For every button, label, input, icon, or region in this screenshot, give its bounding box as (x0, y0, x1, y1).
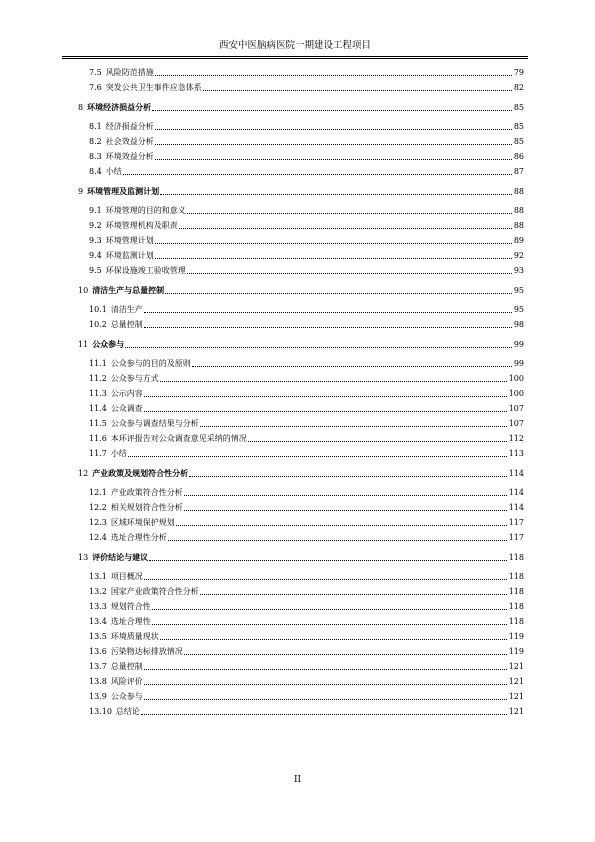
toc-entry-page: 114 (508, 503, 524, 512)
toc-subsection-entry[interactable] (78, 63, 524, 78)
toc-entry-number: 13.8 (89, 677, 107, 686)
toc-entry-title: 产业政策及规划符合性分析 (92, 469, 189, 478)
toc-dot-leader (144, 684, 507, 685)
toc-entry-page: 85 (513, 103, 524, 112)
toc-entry-number: 12.4 (89, 533, 107, 542)
toc-entry-title: 总量控制 (110, 320, 143, 329)
toc-subsection-entry[interactable] (78, 612, 524, 627)
toc-subsection-entry[interactable] (78, 354, 524, 369)
toc-entry-title: 规划符合性 (110, 602, 151, 611)
toc-subsection-entry[interactable] (78, 597, 524, 612)
header-rule-thin (62, 58, 528, 59)
toc-subsection-entry[interactable] (78, 687, 524, 702)
toc-subsection-entry[interactable] (78, 702, 524, 717)
toc-entry-page: 88 (513, 221, 524, 230)
toc-entry-title: 小结 (105, 167, 122, 176)
toc-entry-title: 项目概况 (110, 572, 143, 581)
toc-dot-leader (189, 476, 507, 477)
toc-entry-title: 评价结论与建议 (92, 553, 149, 562)
toc-entry-title: 公众参与调查结果与分析 (110, 419, 199, 428)
toc-entry-number: 13 (78, 553, 89, 562)
running-header: 西安中医脑病医院一期建设工程项目 (218, 40, 371, 51)
toc-entry-title: 环境经济损益分析 (87, 103, 152, 112)
toc-entry-number: 11.6 (89, 434, 107, 443)
toc-entry-title: 环境监测计划 (105, 251, 154, 260)
toc-dot-leader (128, 456, 507, 457)
toc-entry-page: 89 (513, 236, 524, 245)
toc-entry-page: 121 (508, 677, 524, 686)
toc-entry-number: 8.2 (89, 137, 102, 146)
toc-entry-title: 总结论 (115, 707, 140, 716)
toc-entry-title: 公众参与 (110, 692, 143, 701)
toc-entry-number: 7.5 (89, 68, 102, 77)
toc-entry-title: 污染物达标排放情况 (110, 647, 183, 656)
toc-entry-title: 环境管理及监测计划 (87, 187, 160, 196)
toc-entry-page: 112 (508, 434, 524, 443)
toc-entry-title: 国家产业政策符合性分析 (110, 587, 199, 596)
toc-entry-title: 清洁生产与总量控制 (92, 286, 165, 295)
toc-entry-number: 9.2 (89, 221, 102, 230)
toc-subsection-entry[interactable] (78, 657, 524, 672)
toc-entry-page: 93 (513, 266, 524, 275)
toc-entry-number: 8.3 (89, 152, 102, 161)
toc-section-entry[interactable] (78, 335, 524, 350)
toc-entry-number: 10 (78, 286, 89, 295)
toc-entry-number: 9 (78, 187, 84, 196)
toc-entry-number: 13.6 (89, 647, 107, 656)
toc-entry-number: 8.1 (89, 122, 102, 131)
toc-dot-leader (144, 327, 512, 328)
toc-subsection-entry[interactable] (78, 162, 524, 177)
toc-entry-page: 87 (513, 167, 524, 176)
toc-dot-leader (155, 258, 512, 259)
toc-dot-leader (155, 144, 512, 145)
toc-entry-number: 13.9 (89, 692, 107, 701)
toc-dot-leader (155, 159, 512, 160)
toc-dot-leader (248, 441, 507, 442)
toc-dot-leader (179, 228, 512, 229)
toc-subsection-entry[interactable] (78, 384, 524, 399)
toc-entry-page: 121 (508, 662, 524, 671)
toc-entry-page: 121 (508, 707, 524, 716)
toc-subsection-entry[interactable] (78, 300, 524, 315)
toc-entry-title: 经济损益分析 (105, 122, 154, 131)
toc-entry-number: 7.6 (89, 83, 102, 92)
toc-entry-title: 选址合理性 (110, 617, 151, 626)
toc-entry-number: 13.5 (89, 632, 107, 641)
toc-entry-page: 118 (508, 602, 524, 611)
toc-dot-leader (144, 579, 507, 580)
toc-entry-number: 13.7 (89, 662, 107, 671)
toc-entry-title: 公示内容 (110, 389, 143, 398)
toc-entry-page: 86 (513, 152, 524, 161)
toc-entry-page: 82 (513, 83, 524, 92)
toc-entry-number: 9.5 (89, 266, 102, 275)
toc-entry-title: 风险评价 (110, 677, 143, 686)
toc-entry-title: 本环评报告对公众调查意见采纳的情况 (110, 434, 247, 443)
toc-entry-title: 公众参与的目的及原则 (110, 359, 191, 368)
toc-entry-title: 环境管理计划 (105, 236, 154, 245)
toc-dot-leader (184, 654, 507, 655)
toc-subsection-entry[interactable] (78, 528, 524, 543)
toc-entry-title: 产业政策符合性分析 (110, 488, 183, 497)
toc-dot-leader (144, 312, 512, 313)
toc-entry-number: 13.3 (89, 602, 107, 611)
toc-subsection-entry[interactable] (78, 132, 524, 147)
toc-entry-page: 119 (508, 647, 524, 656)
toc-entry-page: 85 (513, 137, 524, 146)
toc-dot-leader (125, 347, 512, 348)
toc-entry-title: 环境质量现状 (110, 632, 159, 641)
toc-entry-number: 11.1 (89, 359, 107, 368)
toc-entry-page: 114 (508, 469, 524, 478)
toc-dot-leader (168, 540, 507, 541)
toc-dot-leader (184, 510, 507, 511)
toc-dot-leader (152, 110, 512, 111)
toc-entry-page: 98 (513, 320, 524, 329)
toc-entry-number: 8.4 (89, 167, 102, 176)
toc-subsection-entry[interactable] (78, 414, 524, 429)
page-number: II (293, 775, 302, 785)
toc-entry-page: 117 (508, 518, 524, 527)
toc-dot-leader (149, 560, 507, 561)
toc-entry-number: 11 (78, 340, 89, 349)
toc-entry-title: 风险防范措施 (105, 68, 154, 77)
toc-entry-page: 107 (508, 419, 524, 428)
toc-subsection-entry[interactable] (78, 78, 524, 93)
toc-dot-leader (184, 495, 507, 496)
toc-entry-title: 区域环境保护规划 (110, 518, 175, 527)
toc-section-entry[interactable] (78, 464, 524, 479)
toc-subsection-entry[interactable] (78, 444, 524, 459)
toc-entry-page: 113 (508, 449, 524, 458)
toc-dot-leader (187, 273, 512, 274)
toc-entry-page: 79 (513, 68, 524, 77)
table-of-contents (78, 63, 524, 717)
toc-subsection-entry[interactable] (78, 246, 524, 261)
toc-entry-number: 10.1 (89, 305, 107, 314)
toc-entry-number: 12.1 (89, 488, 107, 497)
toc-dot-leader (155, 75, 512, 76)
toc-entry-title: 社会效益分析 (105, 137, 154, 146)
toc-section-entry[interactable] (78, 182, 524, 197)
toc-entry-page: 117 (508, 533, 524, 542)
toc-dot-leader (160, 194, 512, 195)
toc-subsection-entry[interactable] (78, 582, 524, 597)
toc-subsection-entry[interactable] (78, 513, 524, 528)
toc-subsection-entry[interactable] (78, 147, 524, 162)
toc-entry-title: 公众参与方式 (110, 374, 159, 383)
toc-subsection-entry[interactable] (78, 429, 524, 444)
toc-dot-leader (152, 624, 507, 625)
toc-dot-leader (192, 366, 512, 367)
toc-entry-page: 99 (513, 340, 524, 349)
toc-dot-leader (144, 411, 507, 412)
toc-dot-leader (203, 90, 512, 91)
toc-section-entry[interactable] (78, 98, 524, 113)
header-rule-thick (62, 56, 528, 57)
toc-entry-page: 88 (513, 206, 524, 215)
toc-subsection-entry[interactable] (78, 216, 524, 231)
toc-entry-number: 12.3 (89, 518, 107, 527)
toc-subsection-entry[interactable] (78, 627, 524, 642)
toc-entry-title: 公众参与 (92, 340, 125, 349)
toc-entry-number: 13.10 (89, 707, 112, 716)
toc-entry-number: 13.1 (89, 572, 107, 581)
toc-entry-page: 118 (508, 587, 524, 596)
toc-entry-number: 10.2 (89, 320, 107, 329)
toc-entry-number: 9.4 (89, 251, 102, 260)
toc-dot-leader (200, 594, 507, 595)
toc-dot-leader (152, 609, 507, 610)
toc-entry-page: 88 (513, 187, 524, 196)
toc-entry-title: 环境效益分析 (105, 152, 154, 161)
toc-dot-leader (155, 129, 512, 130)
toc-entry-number: 11.2 (89, 374, 107, 383)
toc-entry-page: 92 (513, 251, 524, 260)
toc-entry-number: 12 (78, 469, 89, 478)
toc-dot-leader (187, 213, 512, 214)
toc-entry-title: 选址合理性分析 (110, 533, 167, 542)
toc-subsection-entry[interactable] (78, 483, 524, 498)
toc-entry-number: 11.5 (89, 419, 107, 428)
toc-entry-number: 13.4 (89, 617, 107, 626)
toc-subsection-entry[interactable] (78, 201, 524, 216)
toc-entry-number: 13.2 (89, 587, 107, 596)
toc-entry-page: 121 (508, 692, 524, 701)
toc-entry-title: 突发公共卫生事件应急体系 (105, 83, 202, 92)
toc-entry-page: 100 (508, 389, 524, 398)
toc-subsection-entry[interactable] (78, 672, 524, 687)
toc-entry-number: 9.3 (89, 236, 102, 245)
toc-dot-leader (160, 381, 507, 382)
toc-entry-title: 公众调查 (110, 404, 143, 413)
toc-entry-page: 99 (513, 359, 524, 368)
toc-entry-title: 小结 (110, 449, 127, 458)
toc-subsection-entry[interactable] (78, 567, 524, 582)
toc-entry-number: 11.4 (89, 404, 107, 413)
toc-section-entry[interactable] (78, 548, 524, 563)
toc-entry-number: 11.7 (89, 449, 107, 458)
toc-entry-title: 清洁生产 (110, 305, 143, 314)
toc-entry-page: 118 (508, 617, 524, 626)
toc-dot-leader (176, 525, 507, 526)
toc-dot-leader (144, 699, 507, 700)
toc-entry-page: 119 (508, 632, 524, 641)
toc-subsection-entry[interactable] (78, 498, 524, 513)
toc-entry-number: 12.2 (89, 503, 107, 512)
toc-entry-page: 95 (513, 305, 524, 314)
toc-dot-leader (123, 174, 512, 175)
toc-entry-page: 118 (508, 553, 524, 562)
toc-entry-page: 107 (508, 404, 524, 413)
toc-subsection-entry[interactable] (78, 117, 524, 132)
toc-subsection-entry[interactable] (78, 369, 524, 384)
toc-entry-page: 85 (513, 122, 524, 131)
toc-dot-leader (155, 243, 512, 244)
toc-dot-leader (200, 426, 507, 427)
toc-dot-leader (144, 669, 507, 670)
toc-entry-title: 环保设施竣工验收管理 (105, 266, 186, 275)
toc-dot-leader (141, 714, 507, 715)
toc-entry-page: 100 (508, 374, 524, 383)
toc-subsection-entry[interactable] (78, 315, 524, 330)
toc-entry-page: 114 (508, 488, 524, 497)
toc-dot-leader (160, 639, 507, 640)
toc-entry-title: 环境管理机构及职责 (105, 221, 178, 230)
toc-entry-title: 相关规划符合性分析 (110, 503, 183, 512)
toc-entry-title: 环境管理的目的和意义 (105, 206, 186, 215)
toc-entry-number: 8 (78, 103, 84, 112)
toc-entry-page: 118 (508, 572, 524, 581)
toc-subsection-entry[interactable] (78, 261, 524, 276)
toc-subsection-entry[interactable] (78, 231, 524, 246)
toc-dot-leader (144, 396, 507, 397)
toc-entry-page: 95 (513, 286, 524, 295)
toc-section-entry[interactable] (78, 281, 524, 296)
toc-entry-number: 9.1 (89, 206, 102, 215)
toc-subsection-entry[interactable] (78, 399, 524, 414)
toc-subsection-entry[interactable] (78, 642, 524, 657)
toc-entry-title: 总量控制 (110, 662, 143, 671)
toc-entry-number: 11.3 (89, 389, 107, 398)
toc-dot-leader (165, 293, 512, 294)
